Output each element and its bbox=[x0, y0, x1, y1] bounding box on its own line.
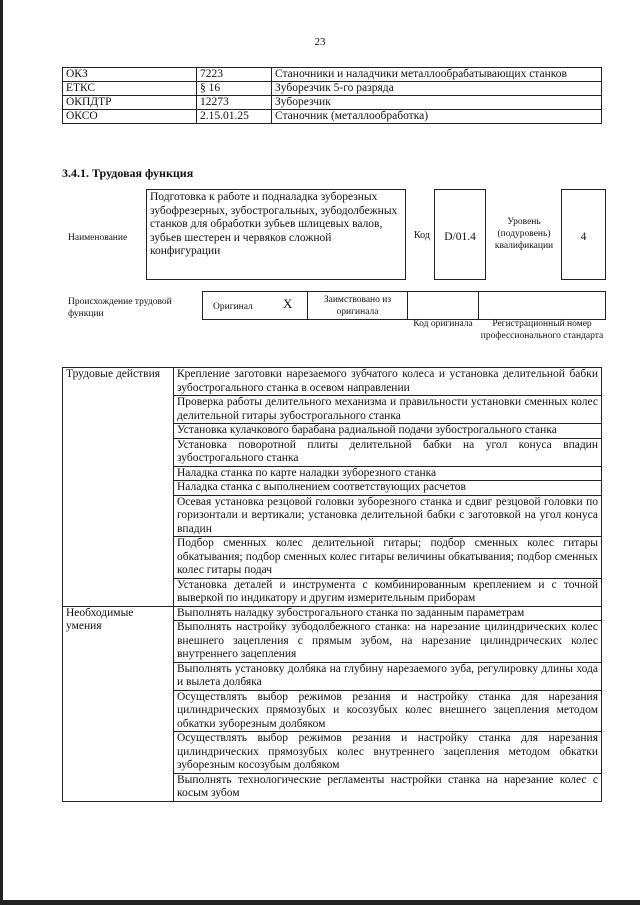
code-cell: ЕТКС bbox=[63, 82, 197, 96]
table-row bbox=[63, 96, 602, 110]
original-code-box bbox=[407, 291, 479, 320]
value-cell: 12273 bbox=[197, 96, 272, 110]
name-cell: Зуборезчик bbox=[272, 96, 602, 110]
qualification-level-label: Уровень (подуровень) квалификации bbox=[494, 217, 554, 251]
original-label: Оригинал bbox=[213, 302, 253, 312]
skill-item: Выполнять настройку зубодолбежного станка: на нарезание цилиндрических колес внешнего зацепления с прямым зубом, на нарезание цилиндрических колес внутреннего зацепления bbox=[174, 621, 602, 663]
registration-number-label: Регистрационный номер профессионального стандарта bbox=[480, 319, 604, 341]
labor-action-item: Наладка станка по карте наладки зуборезного станка bbox=[174, 466, 602, 481]
code-cell: ОКЗ bbox=[63, 68, 197, 82]
code-cell: ОКПДТР bbox=[63, 96, 197, 110]
skill-item: Осуществлять выбор режимов резания и настройку станка для нарезания цилиндрических прямозубых и косозубых колес внешнего зацепления методом обкатки зуборезным долбяком bbox=[174, 690, 602, 732]
code-cell: ОКСО bbox=[63, 110, 197, 124]
labor-action-item: Крепление заготовки нарезаемого зубчатого колеса и установка делительной бабки зубострогального станка в осевом направлении bbox=[174, 368, 602, 396]
labor-action-item: Установка деталей и инструмента с комбинированным креплением и с точной выверкой по индикатору и другим измерительным приборам bbox=[174, 578, 602, 606]
table-row bbox=[63, 82, 602, 96]
section-title: 3.4.1. Трудовая функция bbox=[62, 166, 194, 180]
labor-action-item: Наладка станка с выполнением соответствующих расчетов bbox=[174, 481, 602, 496]
value-cell: 7223 bbox=[197, 68, 272, 82]
labor-action-item: Проверка работы делительного механизма и правильности установки сменных колес делительной гитары зубострогального станка bbox=[174, 396, 602, 424]
skill-item: Выполнять технологические регламенты настройки станка на нарезание колес с косым зубом bbox=[174, 773, 602, 801]
page-number: 23 bbox=[314, 36, 326, 48]
table-row bbox=[63, 68, 602, 82]
labor-action-item: Подбор сменных колес делительной гитары; подбор сменных колес гитары обкатывания; подбор сменных колес гитары величины обкатывания; подбор сменных колес гитары подач bbox=[174, 537, 602, 579]
value-cell: 2.15.01.25 bbox=[197, 110, 272, 124]
skills-label: Необходимые умения bbox=[63, 606, 174, 801]
origin-label: Происхождение трудовой функции bbox=[68, 297, 172, 319]
skill-item: Выполнять установку долбяка на глубину нарезаемого зуба, регулировку длины хода и вылета долбяка bbox=[174, 662, 602, 690]
labor-action-item: Установка кулачкового барабана радиальной подачи зубострогального станка bbox=[174, 424, 602, 439]
name-cell: Зуборезчик 5-го разряда bbox=[272, 82, 602, 96]
labor-action-item: Установка поворотной плиты делительной бабки на угол конуса впадин зубострогального станка bbox=[174, 438, 602, 466]
name-cell: Станочники и наладчики металлообрабатывающих станков bbox=[272, 68, 602, 82]
qualification-level-box: 4 bbox=[561, 189, 606, 280]
skill-item: Осуществлять выбор режимов резания и настройку станка для нарезания цилиндрических прямозубых колес внутреннего зацепления методом обкатки зуборезным косозубым долбяком bbox=[174, 732, 602, 774]
function-code-label: Код bbox=[414, 230, 430, 241]
page-edge-left bbox=[0, 0, 3, 905]
labor-function-details-table bbox=[62, 367, 602, 802]
borrowed-box: Заимствовано из оригинала bbox=[307, 291, 408, 320]
function-name-box: Подготовка к работе и подналадка зуборезных зубофрезерных, зубострогальных, зубодолбежных станков для обработки зубьев шлицевых валов, зубьев шестерен и червяков сложной конфигурации bbox=[146, 189, 406, 280]
function-code-box: D/01.4 bbox=[434, 189, 486, 280]
value-cell: § 16 bbox=[197, 82, 272, 96]
original-box bbox=[202, 291, 308, 320]
skill-item: Выполнять наладку зубострогального станка по заданным параметрам bbox=[174, 606, 602, 621]
page-edge-bottom bbox=[0, 900, 640, 905]
table-row bbox=[63, 368, 602, 396]
table-row bbox=[63, 606, 602, 621]
name-cell: Станочник (металлообработка) bbox=[272, 110, 602, 124]
classification-codes-table bbox=[62, 67, 602, 124]
registration-number-box bbox=[478, 291, 606, 320]
function-name-label: Наименование bbox=[68, 233, 128, 243]
original-code-label: Код оригинала bbox=[413, 319, 473, 329]
labor-actions-label: Трудовые действия bbox=[63, 368, 174, 607]
table-row bbox=[63, 110, 602, 124]
labor-action-item: Осевая установка резцовой головки зуборезного станка и сдвиг резцовой головки по горизонтали и вертикали; установка делительной бабки с заготовкой на угол конуса впадин bbox=[174, 495, 602, 537]
original-mark: X bbox=[283, 296, 293, 311]
